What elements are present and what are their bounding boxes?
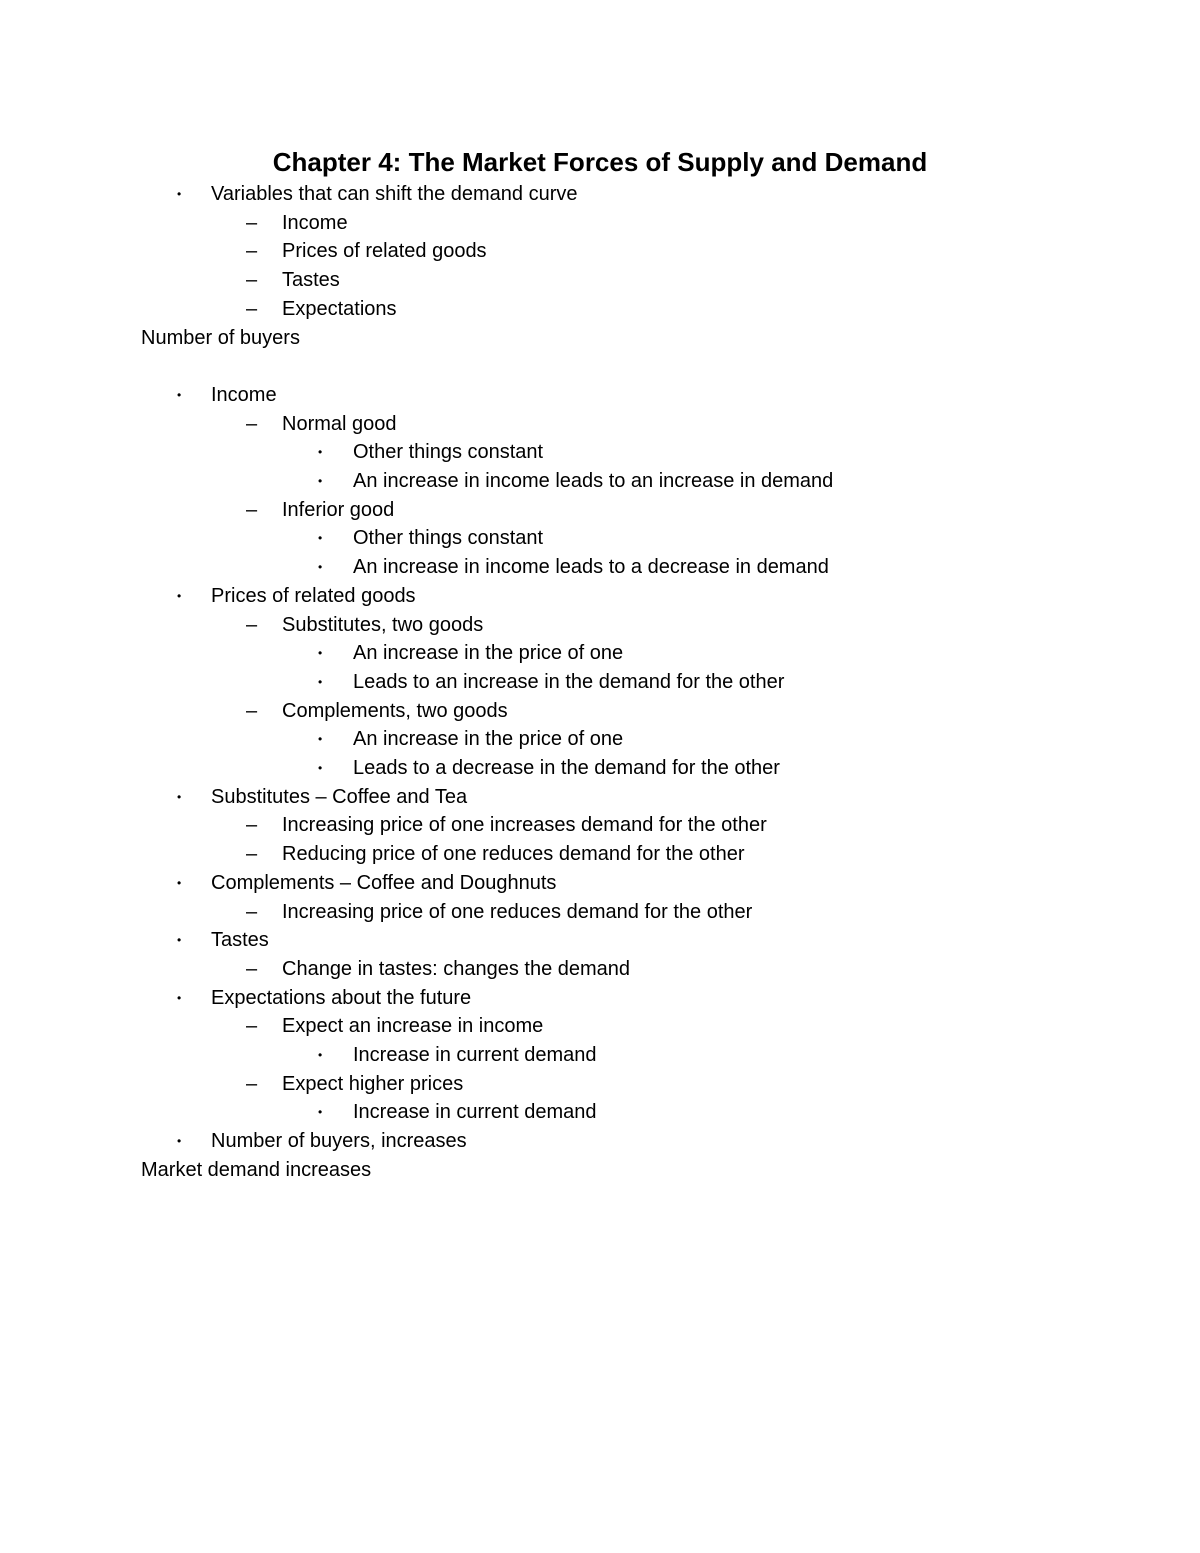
outline-item-level-3: Leads to an increase in the demand for the other [353,671,785,693]
bullet-icon: • [318,675,323,689]
bullet-icon: • [177,933,182,947]
bullet-icon: • [318,646,323,660]
outline-item-level-2: Expectations [282,298,397,320]
outline-item-level-1: Expectations about the future [211,987,472,1009]
outline-item-level-1: Income [211,384,277,406]
dash-icon: – [246,499,258,521]
outline-item-level-3: An increase in the price of one [353,642,624,664]
outline-item-level-3: Other things constant [353,527,544,549]
outline-item-level-2: Increasing price of one increases demand for the other [282,814,767,836]
outline-item-level-2: Tastes [282,269,340,291]
dash-icon: – [246,1073,258,1095]
outline-item-level-3: Increase in current demand [353,1044,597,1066]
dash-icon: – [246,814,258,836]
outline-item-level-1: Tastes [211,929,269,951]
outline-item-level-1: Variables that can shift the demand curve [211,183,578,205]
bullet-icon: • [318,1048,323,1062]
outline-item-level-2: Complements, two goods [282,700,508,722]
outline-item-level-2: Substitutes, two goods [282,614,484,636]
bullet-icon: • [177,187,182,201]
outline-item-level-1: Number of buyers, increases [211,1130,467,1152]
dash-icon: – [246,413,258,435]
bullet-icon: • [318,1105,323,1119]
outline-item-level-2: Increasing price of one reduces demand for the other [282,901,753,923]
bullet-icon: • [318,761,323,775]
outline-item-level-3: An increase in the price of one [353,728,624,750]
outline-item-level-2: Reducing price of one reduces demand for the other [282,843,745,865]
bullet-icon: • [177,589,182,603]
dash-icon: – [246,1015,258,1037]
dash-icon: – [246,614,258,636]
bullet-icon: • [177,991,182,1005]
paragraph-line: Market demand increases [141,1159,372,1181]
bullet-icon: • [177,876,182,890]
outline-item-level-2: Expect an increase in income [282,1015,544,1037]
outline-item-level-3: An increase in income leads to an increase in demand [353,470,834,492]
outline-item-level-3: Other things constant [353,441,544,463]
bullet-icon: • [318,732,323,746]
bullet-icon: • [177,790,182,804]
outline-item-level-2: Income [282,212,348,234]
outline-item-level-2: Change in tastes: changes the demand [282,958,631,980]
outline-item-level-2: Prices of related goods [282,240,487,262]
dash-icon: – [246,700,258,722]
bullet-icon: • [177,1134,182,1148]
outline-item-level-3: Increase in current demand [353,1101,597,1123]
dash-icon: – [246,212,258,234]
outline-item-level-1: Prices of related goods [211,585,416,607]
outline-item-level-2: Normal good [282,413,397,435]
dash-icon: – [246,843,258,865]
document-title: Chapter 4: The Market Forces of Supply and Demand [272,147,928,177]
bullet-icon: • [318,531,323,545]
outline-item-level-1: Complements – Coffee and Doughnuts [211,872,557,894]
outline-item-level-2: Expect higher prices [282,1073,464,1095]
paragraph-line: Number of buyers [141,327,300,349]
outline-item-level-2: Inferior good [282,499,395,521]
dash-icon: – [246,240,258,262]
dash-icon: – [246,901,258,923]
bullet-icon: • [318,560,323,574]
dash-icon: – [246,298,258,320]
bullet-icon: • [177,388,182,402]
outline-item-level-1: Substitutes – Coffee and Tea [211,786,468,808]
bullet-icon: • [318,445,323,459]
outline-item-level-3: An increase in income leads to a decrease in demand [353,556,829,578]
dash-icon: – [246,958,258,980]
bullet-icon: • [318,474,323,488]
outline-item-level-3: Leads to a decrease in the demand for the other [353,757,780,779]
dash-icon: – [246,269,258,291]
